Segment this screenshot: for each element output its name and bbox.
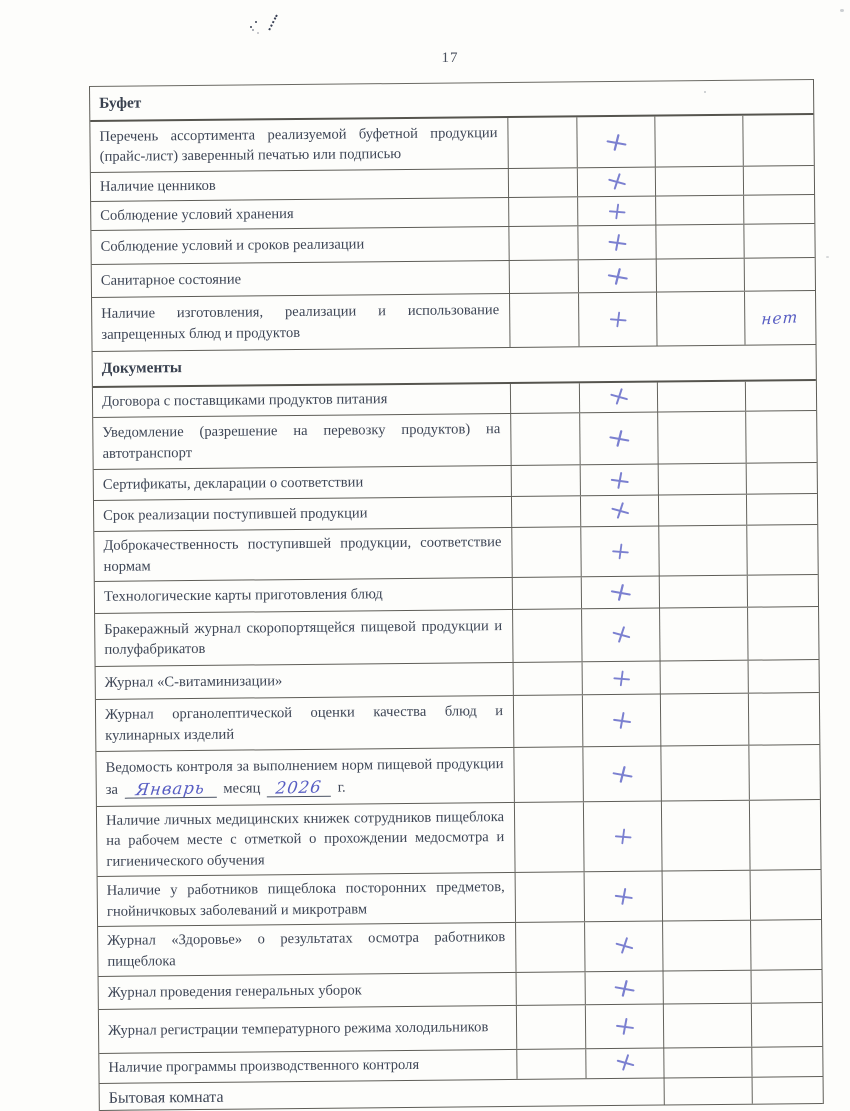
check-cell xyxy=(751,1003,822,1047)
table-row xyxy=(97,800,821,877)
check-cell xyxy=(660,694,748,746)
check-cell xyxy=(654,116,742,167)
handwritten-note: нет xyxy=(761,307,800,329)
table-row xyxy=(96,693,819,752)
row-description-cell xyxy=(94,466,511,500)
check-cell xyxy=(511,496,580,527)
handwritten-plus-mark xyxy=(611,764,633,783)
row-description-cell xyxy=(98,923,515,976)
check-cell xyxy=(664,1078,752,1105)
row-description-cell xyxy=(92,261,509,297)
table-row xyxy=(90,115,813,173)
row-description-cell xyxy=(99,973,516,1009)
ink-stroke xyxy=(268,14,277,30)
check-cell xyxy=(657,412,745,464)
check-cell xyxy=(746,525,817,575)
check-cell xyxy=(663,971,751,1004)
row-description-cell xyxy=(94,528,511,581)
row-description: Сертификаты, декларации о соответствии xyxy=(102,474,364,493)
check-cell xyxy=(511,465,580,496)
handwritten-plus-mark xyxy=(613,978,635,997)
handwritten-plus-mark xyxy=(615,1017,634,1035)
row-description: Журнал регистрации температурного режима холодильников xyxy=(107,1019,489,1040)
row-description-cell xyxy=(91,198,508,230)
handwritten-plus-mark xyxy=(605,132,627,151)
row-description: Наличие изготовления, реализации и использование запрещенных блюд и продуктов xyxy=(101,302,500,343)
section-header-row-partial xyxy=(100,1077,823,1111)
table-row xyxy=(94,525,817,582)
check-cell xyxy=(662,921,750,971)
check-cell xyxy=(660,746,749,801)
check-cell xyxy=(512,609,581,662)
check-cell xyxy=(585,1049,663,1079)
check-cell xyxy=(584,872,662,922)
row-description: Наличие ценников xyxy=(99,177,216,195)
row-description-cell xyxy=(92,294,509,351)
check-cell xyxy=(657,382,745,412)
check-cell xyxy=(585,1005,663,1049)
handwritten-year: 2026 xyxy=(274,776,324,798)
check-cell xyxy=(582,695,660,747)
handwritten-plus-mark xyxy=(612,543,629,559)
check-cell xyxy=(582,747,661,802)
scan-speck xyxy=(840,9,844,12)
row-description: Уведомление (разрешение на перевозку продуктов) на автотранспорт xyxy=(102,421,501,462)
row-description-cell xyxy=(99,1050,516,1083)
check-cell xyxy=(581,577,659,609)
row-description-cell xyxy=(97,803,515,876)
check-cell xyxy=(661,801,750,871)
page-number: 17 xyxy=(441,50,459,66)
check-cell xyxy=(513,747,583,802)
check-cell xyxy=(581,609,659,662)
row-description: Бракеражный журнал скоропортящейся пищевой продукции и полуфабрикатов xyxy=(104,617,503,658)
handwritten-plus-mark xyxy=(614,887,633,905)
row-description-cell xyxy=(90,118,507,172)
row-description: Соблюдение условий хранения xyxy=(100,205,294,224)
table-row xyxy=(92,291,815,352)
check-cell xyxy=(509,293,579,347)
check-cell xyxy=(747,607,818,660)
check-cell xyxy=(747,575,818,607)
check-cell xyxy=(579,413,657,465)
check-cell xyxy=(656,292,745,346)
section-title: Бытовая комната xyxy=(108,1088,224,1107)
check-cell xyxy=(578,260,656,293)
check-cell xyxy=(510,413,579,465)
check-cell xyxy=(751,970,822,1003)
row-description: Технологические карты приготовления блюд xyxy=(103,586,383,606)
row-description-cell xyxy=(91,227,508,264)
row-description: Доброкачественность поступившей продукции, соответствие нормам xyxy=(103,534,502,575)
handwritten-plus-mark xyxy=(607,233,626,251)
row-description-text: г. xyxy=(333,779,346,796)
check-cell xyxy=(509,260,578,293)
check-cell xyxy=(514,802,584,872)
row-description-cell xyxy=(96,696,513,751)
check-cell xyxy=(507,117,576,168)
fill-blank-month xyxy=(125,777,217,798)
row-description xyxy=(105,754,503,800)
row-description-cell xyxy=(99,1006,516,1053)
check-cell xyxy=(744,291,816,345)
handwritten-plus-mark xyxy=(609,583,631,602)
row-description: Наличие у работников пищеблока посторонних предметов, гнойничковых заболеваний и микротравм xyxy=(106,879,505,920)
handwritten-plus-mark xyxy=(610,471,629,489)
check-cell xyxy=(742,115,813,166)
handwritten-plus-mark xyxy=(613,935,634,955)
check-cell xyxy=(655,225,743,259)
check-cell xyxy=(750,870,821,920)
check-cell xyxy=(659,608,747,661)
check-cell xyxy=(659,576,747,608)
check-cell xyxy=(513,695,582,747)
table-row xyxy=(99,1003,822,1054)
ink-scribble-artifact xyxy=(248,14,288,42)
handwritten-plus-mark xyxy=(613,670,630,686)
check-cell xyxy=(583,802,662,872)
table-row xyxy=(96,745,819,807)
row-description-text: месяц xyxy=(219,779,265,797)
inspection-table xyxy=(89,79,824,1111)
row-description: Журнал «Здоровье» о результатах осмотра работников пищеблока xyxy=(107,929,506,970)
check-cell xyxy=(579,383,657,413)
check-cell xyxy=(515,922,584,972)
check-cell xyxy=(662,871,750,921)
check-cell xyxy=(577,168,655,197)
handwritten-plus-mark xyxy=(609,311,626,327)
check-cell xyxy=(578,293,657,347)
row-description: Наличие личных медицинских книжек сотрудников пищеблока на рабочем месте с отметкой о прохождении медосмотра и гигиенического обучения xyxy=(105,808,505,870)
check-cell xyxy=(510,383,579,413)
handwritten-plus-mark xyxy=(615,1052,636,1072)
section-title: Буфет xyxy=(99,93,142,112)
row-description: Перечень ассортимента реализуемой буфетной продукции (прайс-лист) заверенный печатью или подписью xyxy=(99,124,498,165)
check-cell xyxy=(750,920,821,970)
check-cell xyxy=(508,226,577,260)
check-cell xyxy=(743,166,814,195)
row-description-text: Ведомость контроля за выполнением норм пищевой продукции за xyxy=(105,756,504,798)
handwritten-plus-mark xyxy=(606,171,627,191)
check-cell xyxy=(748,745,820,800)
check-cell xyxy=(658,495,746,526)
row-description-cell xyxy=(94,497,511,531)
check-cell xyxy=(577,197,655,226)
row-description: Журнал «С-витаминизации» xyxy=(104,672,283,691)
check-cell xyxy=(660,661,748,694)
handwritten-plus-mark xyxy=(608,429,630,448)
check-cell xyxy=(745,381,816,411)
section-title-cell xyxy=(100,1079,664,1110)
check-cell xyxy=(580,465,658,496)
check-cell xyxy=(580,496,658,527)
row-description-cell xyxy=(93,414,510,469)
handwritten-plus-mark xyxy=(610,624,631,644)
handwritten-plus-mark xyxy=(608,203,625,219)
check-cell xyxy=(746,494,817,525)
row-description-cell xyxy=(95,578,512,613)
check-cell xyxy=(508,168,577,197)
row-description-cell xyxy=(98,873,515,926)
handwritten-plus-mark xyxy=(614,828,631,844)
row-description: Журнал органолептической оценки качества блюд и кулинарных изделий xyxy=(104,703,504,744)
row-description: Санитарное состояние xyxy=(100,271,242,289)
check-cell xyxy=(512,577,581,609)
check-cell xyxy=(516,1005,585,1049)
check-cell xyxy=(744,258,815,291)
check-cell xyxy=(748,660,819,693)
handwritten-month: Январь xyxy=(134,777,207,799)
scan-speck xyxy=(826,256,829,258)
check-cell xyxy=(663,1004,751,1048)
check-cell xyxy=(582,662,660,695)
fill-blank-year xyxy=(267,776,331,797)
check-cell xyxy=(751,1047,822,1077)
row-description-cell xyxy=(95,610,512,666)
check-cell xyxy=(656,259,744,292)
section-title-cell xyxy=(93,345,816,386)
row-description: Договора с поставщиками продуктов питания xyxy=(101,391,388,411)
check-cell xyxy=(658,526,746,576)
table-row xyxy=(93,411,816,470)
check-cell xyxy=(655,167,743,196)
table-row xyxy=(98,870,821,927)
section-title: Документы xyxy=(101,359,182,377)
check-cell xyxy=(746,463,817,494)
ink-dots xyxy=(250,26,252,28)
check-cell xyxy=(516,972,585,1005)
check-cell xyxy=(511,527,580,577)
check-cell xyxy=(749,800,821,870)
check-cell xyxy=(584,922,662,972)
handwritten-plus-mark xyxy=(612,711,631,729)
check-cell xyxy=(743,224,814,258)
row-description: Срок реализации поступившей продукции xyxy=(103,505,368,524)
table-row xyxy=(95,607,818,667)
check-cell xyxy=(508,197,577,226)
check-cell xyxy=(655,196,743,225)
row-description: Журнал проведения генеральных уборок xyxy=(107,982,362,1001)
check-cell xyxy=(663,1048,751,1078)
row-description: Соблюдение условий и сроков реализации xyxy=(100,236,365,256)
check-cell xyxy=(577,226,655,260)
check-cell xyxy=(516,1049,585,1079)
handwritten-plus-mark xyxy=(609,500,630,520)
row-description-cell xyxy=(96,663,513,699)
check-cell xyxy=(585,972,663,1005)
check-cell xyxy=(515,872,584,922)
check-cell xyxy=(748,693,819,745)
handwritten-plus-mark xyxy=(608,386,629,406)
row-description-cell xyxy=(91,169,508,201)
table-row xyxy=(98,920,821,977)
handwritten-plus-mark xyxy=(606,266,628,285)
check-cell xyxy=(576,117,654,168)
section-title-cell xyxy=(90,80,813,120)
row-description-cell xyxy=(93,384,510,417)
check-cell xyxy=(743,195,814,224)
check-cell xyxy=(658,464,746,495)
row-description-cell xyxy=(96,748,513,806)
check-cell xyxy=(745,411,816,463)
check-cell xyxy=(580,527,658,577)
row-description: Наличие программы производственного контроля xyxy=(108,1057,420,1077)
check-cell xyxy=(513,662,582,695)
